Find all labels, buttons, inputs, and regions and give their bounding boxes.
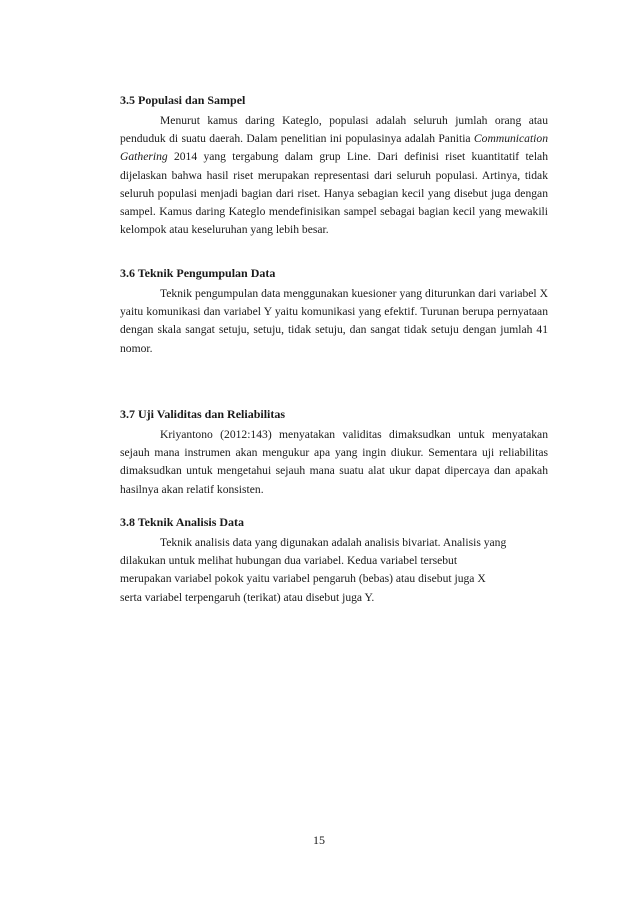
section-heading: 3.8 Teknik Analisis Data [120, 515, 245, 529]
section-populasi-sampel [120, 92, 548, 239]
section-heading: 3.5 Populasi dan Sampel [120, 93, 246, 107]
section-heading: 3.6 Teknik Pengumpulan Data [120, 266, 276, 280]
section-paragraph: Kriyantono (2012:143) menyatakan validitas dimaksudkan untuk menyatakan sejauh mana instrumen akan mengukur apa yang ingin diukur. Sementara uji reliabilitas dimaksudkan untuk mengetahui sejauh mana suatu alat ukur dapat dipercaya dan apakah hasilnya akan relatif konsisten. [120, 428, 548, 496]
section-paragraph: Teknik pengumpulan data menggunakan kuesioner yang diturunkan dari variabel X yaitu komunikasi dan variabel Y yaitu komunikasi yang efektif. Turunan berupa pernyataan dengan skala sangat setuju, setuju, tidak setuju, dan sangat tidak setuju dengan jumlah 41 nomor. [120, 287, 548, 355]
paragraph-text: 2014 yang tergabung dalam grup Line. Dari definisi riset kuantitatif telah dijelaskan bahwa hasil riset merupakan representasi dari seluruh populasi. Artinya, tidak seluruh populasi menjadi bagian dari riset. Hanya sebagian kecil yang disebut juga dengan sampel. Kamus daring Kateglo mendefinisikan sampel sebagai bagian kecil yang mewakili kelompok atau keseluruhan yang lebih besar. [120, 150, 548, 237]
section-uji-validitas-reliabilitas [120, 406, 548, 499]
paragraph-italic-text: Communication Gathering [120, 132, 548, 164]
section-heading: 3.7 Uji Validitas dan Reliabilitas [120, 407, 286, 421]
paragraph-line: Teknik analisis data yang digunakan adalah analisis bivariat. Analisis yang [160, 536, 507, 549]
paragraph-text: Menurut kamus daring Kateglo, populasi adalah seluruh jumlah orang atau penduduk di suatu daerah. Dalam penelitian ini populasinya adalah Panitia [120, 114, 548, 146]
paragraph-line: merupakan variabel pokok yaitu variabel pengaruh (bebas) atau disebut juga X [120, 572, 486, 586]
section-teknik-analisis-data [120, 514, 548, 607]
section-teknik-pengumpulan-data [120, 265, 548, 358]
paragraph-line: dilakukan untuk melihat hubungan dua variabel. Kedua variabel tersebut [120, 554, 458, 568]
page-number: 15 [313, 833, 325, 847]
section-paragraph [120, 534, 548, 607]
section-paragraph [120, 112, 548, 239]
paragraph-line: serta variabel terpengaruh (terikat) atau disebut juga Y. [120, 590, 375, 604]
